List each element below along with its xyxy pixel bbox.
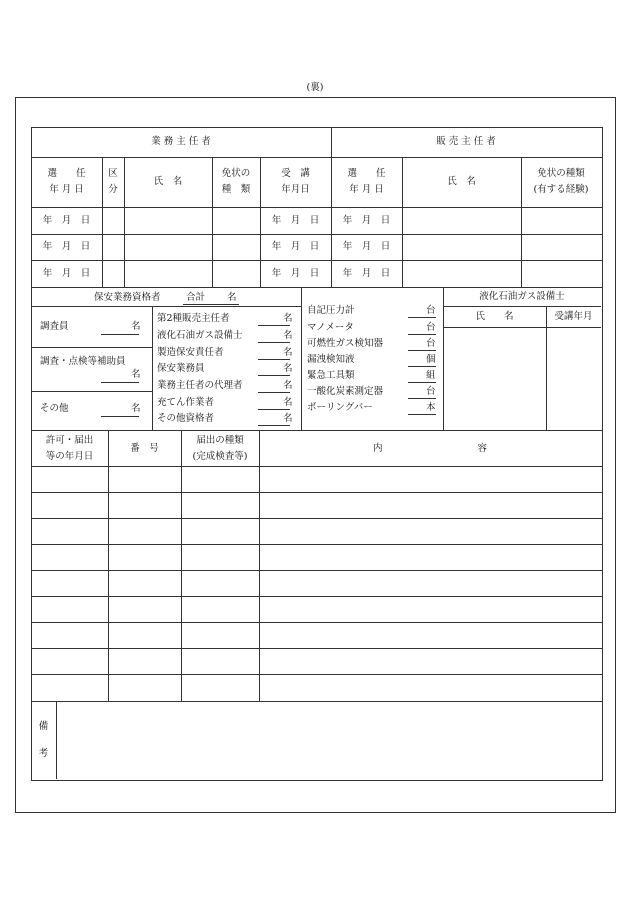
page-label: (裏) [306,82,324,93]
left-item-inspector-unit: 名 [131,321,141,332]
center-item-5-unit: 名 [283,380,293,391]
business-manager-heading: 業 務 主 任 者 [151,136,211,147]
left-item-assistant-unit: 名 [131,369,141,380]
sales-appoint-date-row-1: 年 月 日 [342,215,391,226]
equipment-6-unit: 台 [426,386,436,397]
qualified-title: 保安業務資格者 [94,292,161,303]
center-item-1-unit: 名 [283,313,293,324]
kubun-header-2: 分 [108,184,118,195]
equipment-1-unit: 台 [426,305,436,316]
center-item-1: 第2種販売主任者 [157,313,230,324]
sales-name-header: 氏 名 [447,176,476,187]
left-item-other-unit: 名 [131,403,141,414]
appoint-date-row-2: 年 月 日 [42,241,91,252]
course-date-row-3: 年 月 日 [271,268,320,279]
sales-appoint-date-row-2: 年 月 日 [342,241,391,252]
center-item-6: 充てん作業者 [157,397,215,408]
equipment-7: ボーリングバー [307,402,373,413]
left-item-other: その他 [40,403,69,414]
course-header-1: 受 講 [281,168,310,179]
appoint-date-row-1: 年 月 日 [42,215,91,226]
center-item-3-unit: 名 [283,347,293,358]
appoint-header: 選 任 [47,168,86,179]
name-header: 氏 名 [153,176,183,187]
appoint-ymd-header: 年 月 日 [49,184,84,195]
sales-appoint-date-row-3: 年 月 日 [342,268,391,279]
appoint-date-row-3: 年 月 日 [42,268,91,279]
sales-license-header-1: 免状の種類 [537,168,585,179]
center-item-5: 業務主任者の代理者 [157,380,243,391]
permit-type-header-1: 届出の種類 [196,435,244,446]
center-item-4-unit: 名 [283,363,293,374]
license-header-1: 免状の [221,168,251,179]
permit-number-header: 番 号 [130,443,159,454]
equipment-3: 可燃性ガス検知器 [307,338,384,349]
sales-license-header-2: (有する経験) [533,184,589,195]
equipment-7-unit: 本 [426,402,436,413]
course-header-2: 年月日 [281,184,310,195]
center-item-7: その他資格者 [157,413,215,424]
permit-date-header-2: 等の年月日 [45,451,94,462]
center-item-2: 液化石油ガス設備士 [157,330,243,341]
lpg-name-header: 氏 名 [475,311,514,322]
sales-manager-heading: 販 売 主 任 者 [436,136,496,147]
permit-type-header-2: (完成検査等) [192,451,248,462]
equipment-3-unit: 台 [426,338,436,349]
kubun-header-1: 区 [108,168,118,179]
left-item-assistant: 調査・点検等補助員 [40,356,126,367]
remarks-label-2: 考 [38,748,49,759]
sales-appoint-ymd-header: 年 月 日 [349,184,384,195]
lpg-installer-title: 液化石油ガス設備士 [479,291,565,302]
equipment-6: 一酸化炭素測定器 [307,386,384,397]
equipment-2: マノメータ [307,322,354,333]
center-item-6-unit: 名 [283,397,293,408]
equipment-5-unit: 組 [426,370,436,381]
permit-date-header-1: 許可・届出 [45,435,94,446]
center-item-7-unit: 名 [283,413,293,424]
equipment-2-unit: 台 [426,322,436,333]
course-date-row-2: 年 月 日 [271,241,320,252]
sales-appoint-header: 選 任 [347,168,386,179]
qualified-total-label: 合計 [186,292,206,303]
center-item-2-unit: 名 [283,330,293,341]
remarks-label-1: 備 [38,721,49,732]
license-header-2: 種 類 [221,184,251,195]
lpg-course-header: 受講年月 [554,311,593,322]
equipment-4: 漏洩検知液 [307,354,355,365]
qualified-total-unit: 名 [227,292,237,303]
equipment-5: 緊急工具類 [307,370,355,381]
permit-content-header: 内 容 [372,443,487,454]
course-date-row-1: 年 月 日 [271,215,320,226]
left-item-inspector: 調査員 [40,321,69,332]
equipment-1: 自記圧力計 [307,305,355,316]
equipment-4-unit: 個 [426,354,436,365]
center-item-4: 保安業務員 [157,363,205,374]
center-item-3: 製造保安責任者 [157,347,224,358]
